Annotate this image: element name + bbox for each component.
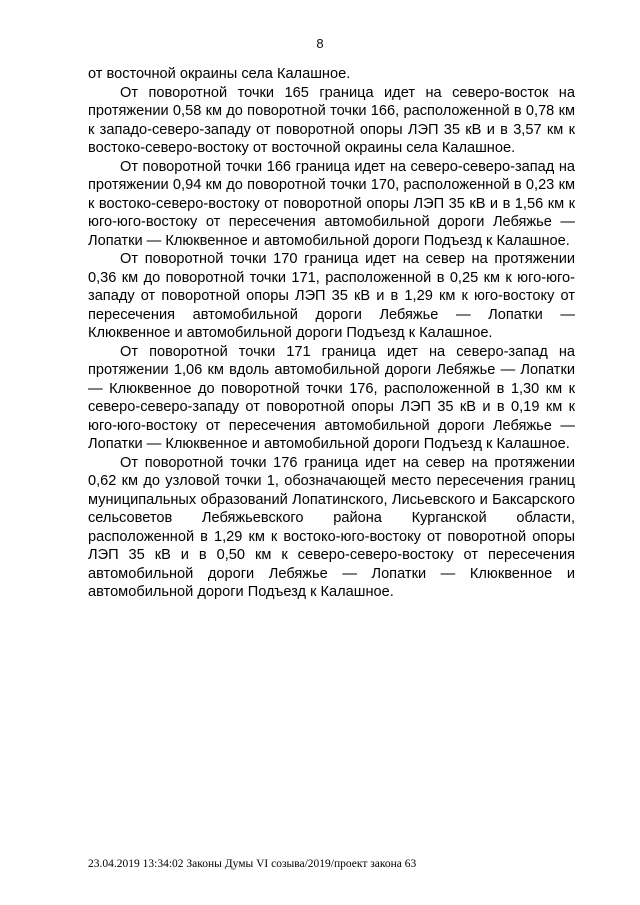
paragraph-point-165: От поворотной точки 165 граница идет на северо-восток на протяжении 0,58 км до поворотной точки 166, расположенной в 0,78 км к западо-северо-западу от поворотной опоры ЛЭП 35 кВ и в 3,57 км к востоко-северо-востоку от восточной окраины села Калашное. (88, 84, 575, 156)
paragraph-continuation: от восточной окраины села Калашное. (88, 66, 351, 82)
page-number: 8 (316, 36, 324, 51)
paragraph-point-166: От поворотной точки 166 граница идет на северо-северо-запад на протяжении 0,94 км до поворотной точки 170, расположенной в 0,23 км к востоко-северо-востоку от поворотной опоры ЛЭП 35 кВ и в 1,56 км к юго-юго-востоку от пересечения автомобильной дороги Лебяжье — Лопатки — Клюквенное и автомобильной дороги Подъезд к Калашное. (88, 158, 575, 249)
document-footer: 23.04.2019 13:34:02 Законы Думы VI созыва/2019/проект закона 63 (88, 858, 417, 870)
document-body (88, 65, 575, 602)
paragraph-point-176: От поворотной точки 176 граница идет на север на протяжении 0,62 км до узловой точки 1, обозначающей место пересечения границ муниципальных образований Лопатинского, Лисьевского и Баксарского сельсоветов Лебяжьевского района Курганской области, расположенной в 1,29 км к востоко-юго-востоку от поворотной опоры ЛЭП 35 кВ и в 0,50 км к северо-северо-востоку от пересечения автомобильной дороги Лебяжье — Лопатки — Клюквенное и автомобильной дороги Подъезд к Калашное. (88, 454, 575, 600)
paragraph-point-171: От поворотной точки 171 граница идет на северо-запад на протяжении 1,06 км вдоль автомобильной дороги Лебяжье — Лопатки — Клюквенное до поворотной точки 176, расположенной в 1,30 км к северо-северо-западу от поворотной опоры ЛЭП 35 кВ и в 0,19 км к юго-юго-востоку от пересечения автомобильной дороги Лебяжье — Лопатки — Клюквенное и автомобильной дороги Подъезд к Калашное. (88, 343, 575, 452)
paragraph-point-170: От поворотной точки 170 граница идет на север на протяжении 0,36 км до поворотной точки 171, расположенной в 0,25 км к юго-юго-западу от поворотной опоры ЛЭП 35 кВ и в 1,29 км к юго-востоку от пересечения автомобильной дороги Лебяжье — Лопатки — Клюквенное и автомобильной дороги Подъезд к Калашное. (88, 251, 575, 341)
